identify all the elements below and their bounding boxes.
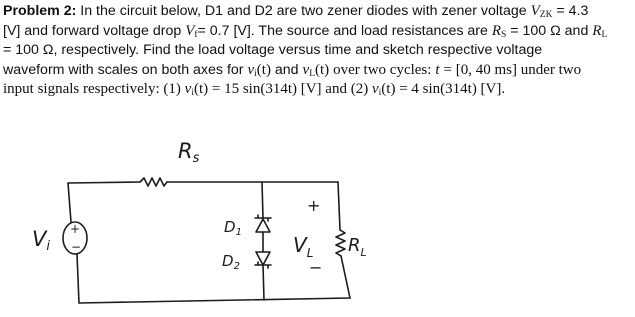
problem-line-4-and: and (274, 61, 299, 78)
source-minus-sign: − (71, 240, 82, 254)
vi-term: $v_i(t)$ (247, 61, 271, 79)
top-wire-left (68, 182, 140, 183)
problem-line-4-text-b: over two cycles: (333, 61, 432, 78)
source-plus-sign: + (70, 222, 81, 236)
d1-label: $D_1$ (224, 218, 242, 238)
vl-term: $v_L(t)$ (302, 61, 330, 79)
vzk-symbol: $V_{ZK}$ (530, 3, 553, 20)
problem-heading: Problem 2: (3, 3, 77, 19)
input-signal-1: $v_i(t) = 15$ sin(314t) [V] and (2) (184, 81, 369, 99)
bottom-wire (79, 298, 350, 303)
zener-branch-top (262, 182, 263, 218)
vi-label: Vi (32, 227, 50, 254)
d2-label: $D_2$ (222, 252, 240, 272)
problem-line-2-text-b: = 0.7 [V]. The source and load resistances are (197, 22, 488, 39)
problem-line-4-text: waveform with scales on both axes for (3, 61, 244, 78)
rs-value: = 100 Ω and (510, 22, 589, 39)
t-range: = [0, 40 ms] under two (443, 61, 582, 78)
problem-line-5-text: input signals respectively: (1) (3, 81, 181, 98)
vzk-value: = 4.3 (556, 3, 589, 19)
left-wire-bottom (77, 254, 79, 303)
rs-label: Rs (178, 139, 200, 166)
vf-symbol: $V_f$ (185, 22, 198, 40)
input-signal-2: $v_i(t) = 4$ sin(314t) [V]. (371, 81, 506, 99)
vl-label: $V_L$ (293, 233, 314, 260)
t-symbol: t (435, 61, 440, 78)
right-wire-top (338, 182, 340, 230)
problem-line-3: = 100 Ω, respectively. Find the load voltage versus time and sketch respective voltage (3, 42, 543, 59)
vl-minus-sign: − (309, 258, 323, 277)
rl-resistor (336, 230, 345, 256)
right-wire-bottom (341, 256, 350, 298)
problem-intro: In the circuit below, D1 and D2 are two zener diodes with zener voltage (80, 3, 527, 19)
left-wire-top (68, 183, 71, 222)
rl-label: $R_L$ (348, 235, 367, 259)
rs-resistor (140, 178, 167, 186)
rl-symbol: $R_L$ (592, 22, 608, 40)
zener-d1-icon (255, 215, 271, 232)
problem-line-2-text: [V] and forward voltage drop (3, 22, 182, 39)
rs-symbol: $R_S$ (491, 22, 507, 40)
zener-branch-bottom (263, 265, 264, 300)
vl-plus-sign: + (307, 196, 321, 215)
